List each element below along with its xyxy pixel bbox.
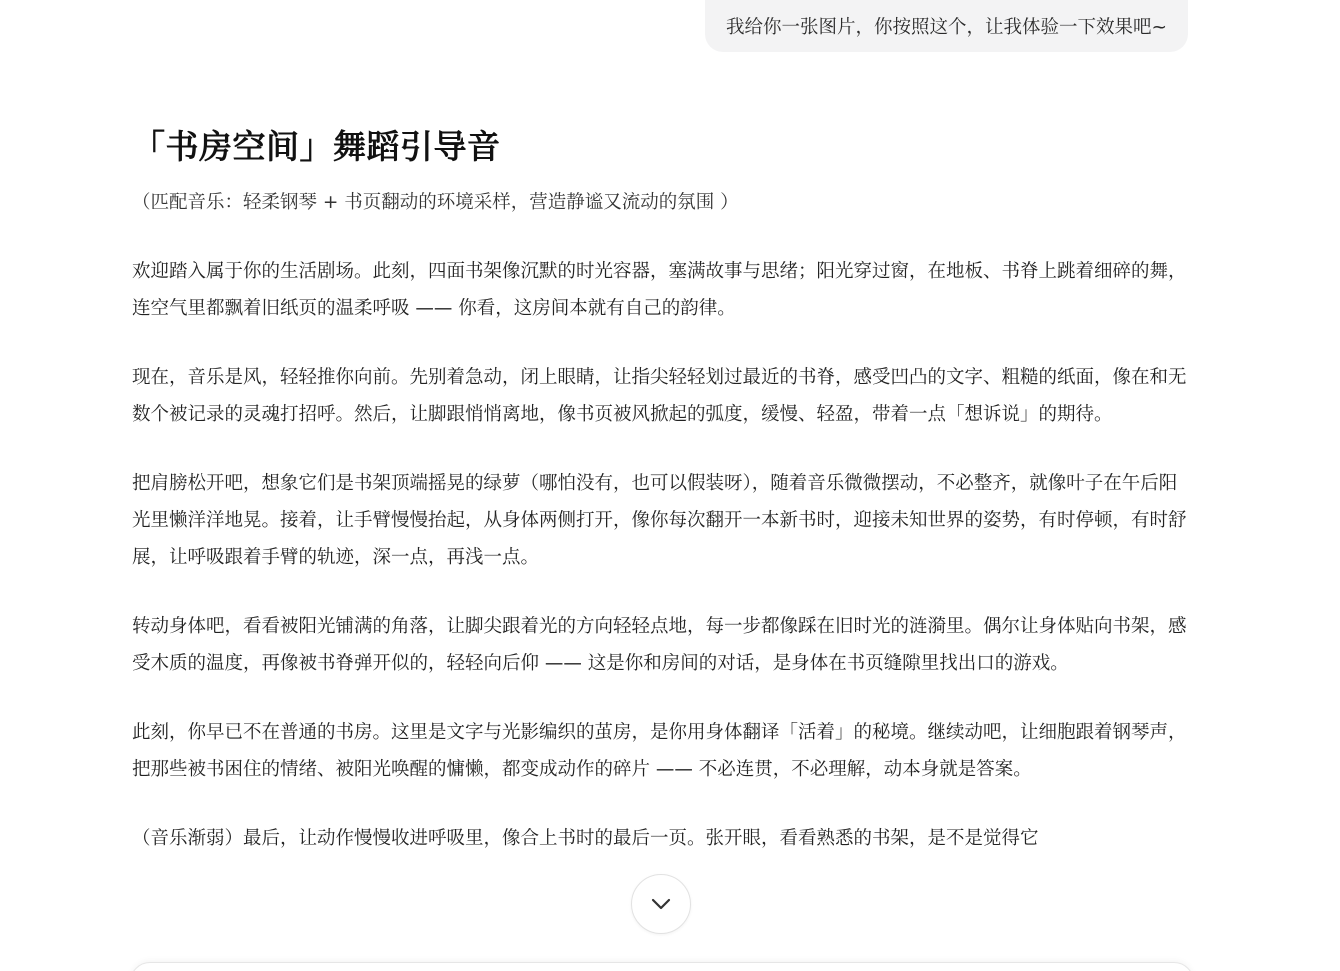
answer-paragraph: （音乐渐弱）最后，让动作慢慢收进呼吸里，像合上书时的最后一页。张开眼，看看熟悉的书架，是不是觉得它 — [132, 828, 1039, 849]
answer-paragraph: 此刻，你早已不在普通的书房。这里是文字与光影编织的茧房，是你用身体翻译「活着」的秘境。继续动吧，让细胞跟着钢琴声，把那些被书困住的情绪、被阳光唤醒的慵懒，都变成动作的碎片 —— 不必连贯，不必理解，动本身就是答案。 — [132, 722, 1187, 780]
bottom-fade — [0, 940, 1340, 962]
assistant-answer — [132, 124, 1192, 857]
answer-paragraph: 欢迎踏入属于你的生活剧场。此刻，四面书架像沉默的时光容器，塞满故事与思绪；阳光穿过窗，在地板、书脊上跳着细碎的舞，连空气里都飘着旧纸页的温柔呼吸 —— 你看，这房间本就有自己的韵律。 — [132, 261, 1187, 319]
user-message-bubble — [705, 0, 1188, 52]
answer-paragraph: 转动身体吧，看看被阳光铺满的角落，让脚尖跟着光的方向轻轻点地，每一步都像踩在旧时光的涟漪里。偶尔让身体贴向书架，感受木质的温度，再像被书脊弹开似的，轻轻向后仰 —— 这是你和房间的对话，是身体在书页缝隙里找出口的游戏。 — [132, 616, 1187, 674]
scroll-to-bottom-button[interactable] — [631, 874, 691, 934]
user-message-text: 我给你一张图片，你按照这个，让我体验一下效果吧~ — [725, 17, 1167, 38]
answer-title: 「书房空间」舞蹈引导音 — [132, 127, 501, 166]
answer-paragraph: 把肩膀松开吧，想象它们是书架顶端摇晃的绿萝（哪怕没有，也可以假装呀），随着音乐微微摆动，不必整齐，就像叶子在午后阳光里懒洋洋地晃。接着，让手臂慢慢抬起，从身体两侧打开，像你每次翻开一本新书时，迎接未知世界的姿势，有时停顿，有时舒展，让呼吸跟着手臂的轨迹，深一点，再浅一点。 — [132, 473, 1187, 568]
answer-paragraph: 现在，音乐是风，轻轻推你向前。先别着急动，闭上眼睛，让指尖轻轻划过最近的书脊，感受凹凸的文字、粗糙的纸面，像在和无数个被记录的灵魂打招呼。然后，让脚跟悄悄离地，像书页被风掀起的弧度，缓慢、轻盈，带着一点「想诉说」的期待。 — [132, 367, 1187, 425]
chevron-down-icon — [649, 892, 673, 916]
answer-subtitle: （匹配音乐：轻柔钢琴 + 书页翻动的环境采样，营造静谧又流动的氛围 ） — [132, 192, 739, 213]
message-input-box[interactable] — [130, 962, 1194, 971]
